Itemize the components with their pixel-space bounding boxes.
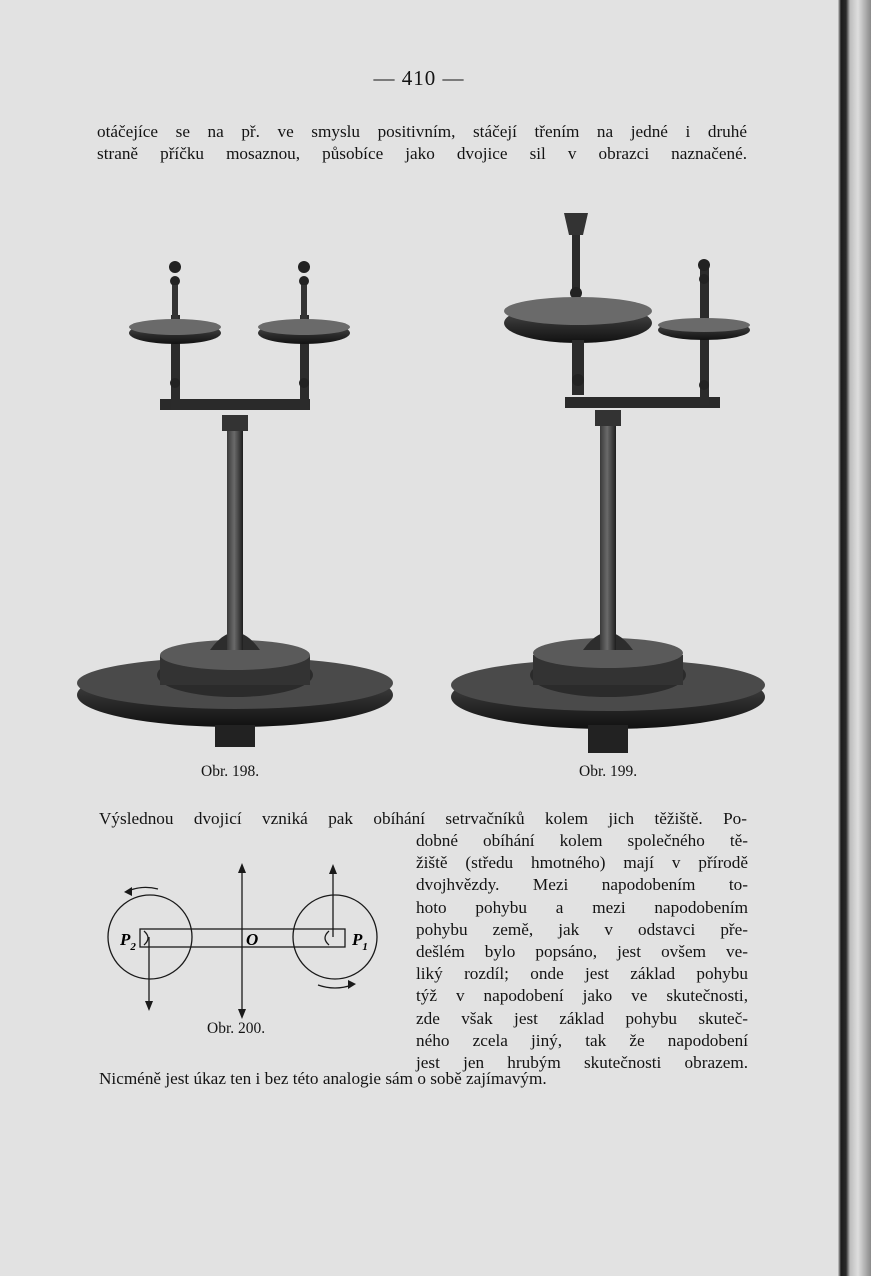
page-number: — 410 — — [373, 66, 465, 90]
wrapped-line: pohybu země, jak v odstavci pře- — [416, 919, 748, 939]
wrapped-paragraph — [416, 830, 748, 1074]
wrapped-line: dvojhvězdy. Mezi napodobením to- — [416, 875, 748, 895]
figure-198-caption: Obr. 198. — [201, 763, 260, 780]
wrapped-line: týž v napodobení jako ve skutečnosti, — [416, 986, 748, 1006]
intro-line-2: straně příčku mosaznou, působíce jako dvojice sil v obrazci naznačené. — [97, 144, 747, 163]
label-o: O — [246, 930, 259, 949]
figure-200-diagram — [100, 855, 390, 1020]
figure-199-apparatus — [448, 205, 773, 760]
intro-line-1: otáčejíce se na př. ve smyslu positivním, stáčejí třením na jedné i druhé — [97, 122, 747, 141]
body-lead-line: Výslednou dvojicí vzniká pak obíhání setrvačníků kolem jich těžiště. Po- — [99, 809, 747, 828]
intro-paragraph — [97, 121, 747, 165]
wrapped-line: dešlém bylo popsáno, jest ovšem ve- — [416, 942, 748, 962]
figure-200-caption: Obr. 200. — [207, 1020, 266, 1037]
wrapped-line: žiště (středu hmotného) mají v přírodě — [416, 853, 748, 873]
label-p2: $P_2$ — [120, 930, 136, 953]
label-p1: $P_1$ — [352, 930, 368, 953]
wrapped-line: hoto pohybu a mezi napodobením — [416, 897, 748, 917]
wrapped-line: liký rozdíl; onde jest základ pohybu — [416, 964, 748, 984]
wrapped-line: dobné obíhání kolem společného tě- — [416, 831, 748, 850]
final-line: Nicméně jest úkaz ten i bez této analogie sám o sobě zajímavým. — [99, 1069, 547, 1088]
figure-198-apparatus — [70, 255, 400, 755]
wrapped-line: jest jen hrubým skutečnosti obrazem. — [416, 1053, 748, 1073]
page-binding-edge — [838, 0, 871, 1276]
figure-199-caption: Obr. 199. — [579, 763, 638, 780]
right-flywheel-circle — [293, 895, 377, 979]
wrapped-line: zde však jest základ pohybu skuteč- — [416, 1008, 748, 1028]
wrapped-line: ného zcela jiný, tak že napodobení — [416, 1030, 748, 1050]
